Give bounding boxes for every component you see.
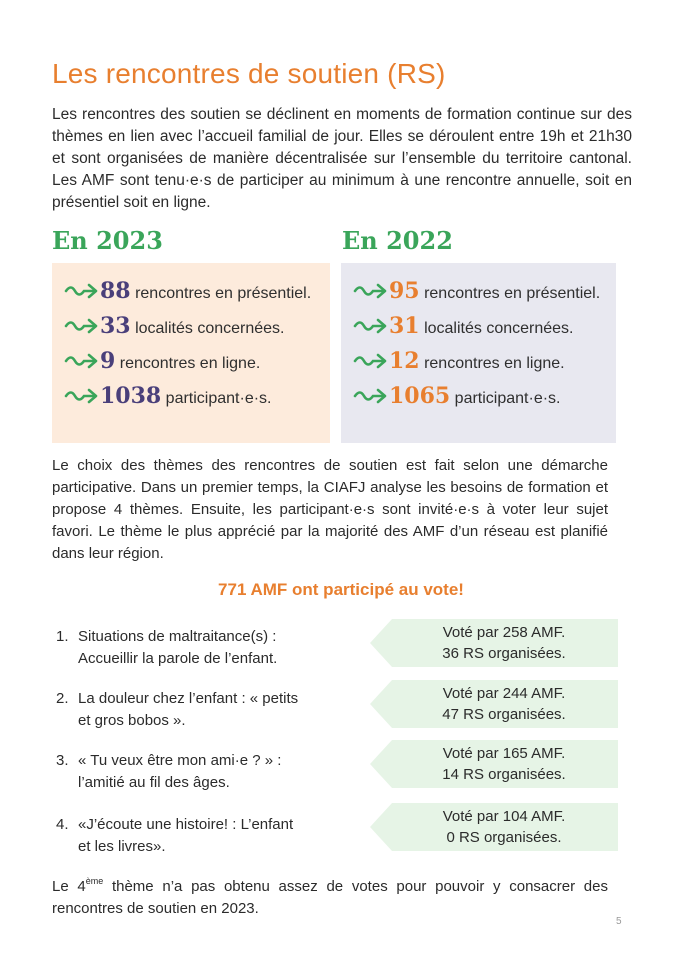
stat-text	[100, 347, 260, 378]
theme-title-line2: Accueillir la parole de l’enfant.	[78, 650, 278, 667]
theme-item	[56, 750, 356, 794]
stat-text	[389, 312, 573, 343]
stats-box-2023	[52, 263, 330, 443]
stat-value: 95	[389, 278, 420, 304]
vote-count: Voté par 258 AMF.	[442, 624, 566, 641]
stat-label: participant·e·s.	[450, 390, 561, 407]
theme-number: 4.	[56, 816, 69, 833]
stat-item	[353, 347, 606, 378]
vote-result-tag	[370, 680, 618, 728]
arrow-right-icon	[353, 386, 389, 408]
vote-count: Voté par 244 AMF.	[442, 685, 566, 702]
stat-value: 1038	[100, 383, 162, 409]
stat-text	[100, 382, 272, 413]
arrow-right-icon	[64, 351, 100, 373]
arrow-right-icon	[353, 316, 389, 338]
stat-label: localités concernées.	[130, 320, 285, 337]
page-title: Les rencontres de soutien (RS)	[52, 58, 446, 89]
stat-value: 88	[100, 278, 131, 304]
arrow-right-icon	[64, 386, 100, 408]
stat-label: rencontres en ligne.	[419, 355, 565, 372]
stat-value: 9	[100, 348, 116, 374]
stat-value: 33	[100, 313, 131, 339]
rs-count: 0 RS organisées.	[446, 829, 562, 846]
footer-superscript: ème	[85, 876, 104, 886]
stat-label: participant·e·s.	[161, 390, 272, 407]
stat-text	[100, 277, 311, 308]
year-heading-2022: En 2022	[342, 226, 453, 255]
stat-item	[353, 277, 606, 308]
theme-title-line2: l’amitié au fil des âges.	[78, 774, 230, 791]
theme-number: 3.	[56, 752, 69, 769]
stat-item	[64, 347, 320, 378]
stat-value: 12	[389, 348, 420, 374]
arrow-right-icon	[353, 281, 389, 303]
year-heading-2023: En 2023	[52, 226, 163, 255]
vote-result-tag	[370, 803, 618, 851]
stat-value: 31	[389, 313, 420, 339]
theme-title-line2: et gros bobos ».	[78, 712, 186, 729]
stat-label: rencontres en présentiel.	[130, 285, 312, 302]
stat-item	[64, 382, 320, 413]
theme-item	[56, 626, 356, 670]
theme-number: 2.	[56, 690, 69, 707]
theme-item	[56, 814, 356, 858]
stat-item	[353, 312, 606, 343]
stat-text	[389, 382, 561, 413]
rs-count: 36 RS organisées.	[442, 645, 566, 662]
participation-paragraph: Le choix des thèmes des rencontres de soutien est fait selon une démarche participative. Dans un premier temps, la CIAFJ analyse les besoins de formation et propose 4 thèmes. Ensuite, les participant·e·s sont invité·e·s à voter leur sujet favori. Le thème le plus apprécié par la majorité des AMF d’un réseau est planifié dans leur région.	[52, 457, 608, 562]
stat-text	[389, 277, 600, 308]
stat-label: localités concernées.	[419, 320, 574, 337]
theme-item	[56, 688, 356, 732]
arrow-right-icon	[64, 316, 100, 338]
theme-title-line1: « Tu veux être mon ami·e ? » :	[78, 752, 282, 769]
stat-value: 1065	[389, 383, 451, 409]
vote-result-tag	[370, 740, 618, 788]
stat-label: rencontres en présentiel.	[419, 285, 601, 302]
page-number: 5	[616, 916, 622, 927]
vote-heading: 771 AMF ont participé au vote!	[218, 580, 464, 599]
theme-number: 1.	[56, 628, 69, 645]
vote-result-tag	[370, 619, 618, 667]
intro-paragraph: Les rencontres des soutien se déclinent en moments de formation continue sur des thèmes en lien avec l’accueil familial de jour. Elles se déroulent entre 19h et 21h30 et sont organisées de manière décentralisée sur l’ensemble du territoire cantonal. Les AMF sont tenu·e·s de participer au minimum à une rencontre annuelle, soit en présentiel soit en ligne.	[52, 106, 632, 211]
rs-count: 14 RS organisées.	[442, 766, 566, 783]
footer-note	[52, 870, 608, 920]
rs-count: 47 RS organisées.	[442, 706, 566, 723]
footer-text-end: thème n’a pas obtenu assez de votes pour pouvoir y consacrer des rencontres de soutien en 2023.	[52, 878, 608, 917]
stats-box-2022	[341, 263, 616, 443]
stat-item	[353, 382, 606, 413]
stat-text	[389, 347, 565, 378]
stat-label: rencontres en ligne.	[115, 355, 261, 372]
vote-count: Voté par 165 AMF.	[442, 745, 566, 762]
footer-text-start: Le 4	[52, 878, 86, 895]
theme-title-line1: Situations de maltraitance(s) :	[78, 628, 277, 645]
theme-title-line1: La douleur chez l’enfant : « petits	[78, 690, 299, 707]
stat-item	[64, 277, 320, 308]
arrow-right-icon	[64, 281, 100, 303]
theme-title-line1: «J’écoute une histoire! : L’enfant	[78, 816, 294, 833]
theme-title-line2: et les livres».	[78, 838, 166, 855]
arrow-right-icon	[353, 351, 389, 373]
vote-count: Voté par 104 AMF.	[442, 808, 566, 825]
stat-item	[64, 312, 320, 343]
stat-text	[100, 312, 284, 343]
